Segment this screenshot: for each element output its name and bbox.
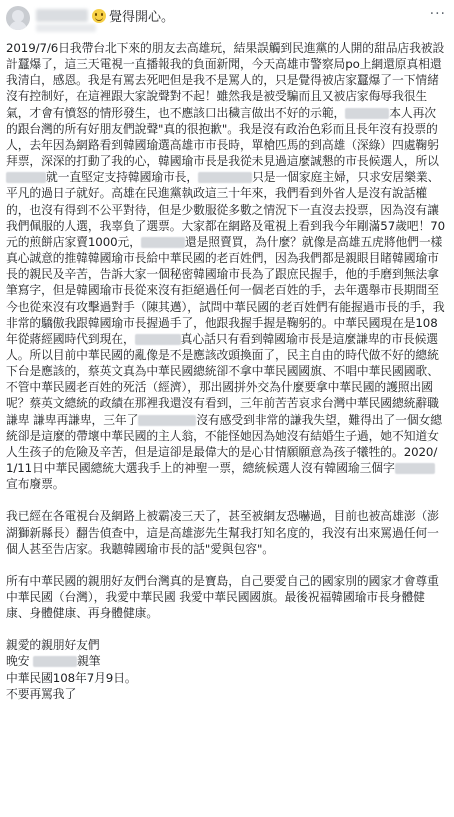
closing-greeting: 親愛的親朋好友們 — [6, 638, 100, 653]
text: 沒有感受到非常的謙我失望，難得出了一個女總統卻是這麼的帶壞中華民國的主人翁，不能怪她因為她沒有結婚生子過，她不知道女人生孩子的危險及辛苦，但是這卻是最偉大的是心甘情願願意為孩子犧牲的。2020/1/11日中華民國總統大選我手上的神聖一票，總統候選人沒有韓國瑜三個字 — [6, 412, 442, 476]
redaction — [33, 656, 77, 667]
text: 宣布廢票。 — [6, 477, 65, 492]
redaction — [135, 334, 181, 345]
text: 晚安 — [6, 654, 30, 669]
closing-plea: 不要再罵我了 — [6, 686, 77, 701]
paragraph-3: 所有中華民國的親朋好友們台灣真的是寶島，自己要愛自己的國家別的國家才會尊重中華民國（台灣），我愛中華民國 我愛中華民國國旗。最後祝福韓國瑜市長身體健康、身體健康、再身體健康。 — [6, 573, 439, 621]
text: 真心話只有看到韓國瑜市長是這麼謙卑的市長候選人。所以目前中華民國的亂像是不是應該改頭換面了，民主自由的時代做不好的總統下台是應該的，蔡英文真為中華民國總統卻不拿中華民國國旗、不唱中華民國國歌、不管中華民國老百姓的死活（經濟），那出國拼外交為什麼要拿中華民國的護照出國呢？蔡英文總統的政績在那裡我還沒有看到，三年前苦苦哀求台灣中華民國總統辭職 謙卑 謙卑再謙卑，三年了 — [6, 331, 439, 427]
post-body — [6, 40, 446, 702]
text: 親筆 — [77, 654, 101, 669]
redaction — [138, 415, 196, 426]
redaction — [198, 172, 252, 183]
text: 本人再次的跟台灣的所有好朋友們說聲"真的很抱歉"。我是沒有政治色彩而且長年沒有投票的人，去年因為網路看到韓國瑜選高雄市市長時，單槍匹馬的到高雄（深綠）四處鞠躬拜票，深深的打動了我的心，韓國瑜市長是我從未見過這麼誠懇的市長候選人，所以 — [6, 105, 439, 169]
redaction — [395, 463, 435, 474]
author-name-redacted[interactable] — [36, 9, 88, 22]
happy-emoji-icon — [92, 9, 106, 23]
redaction — [345, 108, 389, 119]
text: 就一直堅定支持韓國瑜市長， — [46, 170, 199, 185]
feeling-label: 覺得開心。 — [109, 10, 175, 25]
paragraph-1 — [6, 40, 446, 492]
post-header — [0, 0, 454, 36]
text: 還是照賣買，為什麼？就像是高雄五虎將他們一樣真心誠意的推韓韓國瑜市長給中華民國的老百姓們，因為我們都是親眼目睹韓國瑜市長的親民及辛苦，告訴大家一個秘密韓國瑜市長為了跟庶民握手，他的手磨到無法拿筆寫字，但是韓國瑜市長從來沒有拒絕過任何一個老百姓的手，去年選舉市長期間至今也從來沒有攻擊過對手（陳其邁），試問中華民國的老百姓們有能握過市長的手，我非常的驕傲我跟韓國瑜市長握過手了，他跟我握手握是鞠躬的。中華民國現在是108年從蔣經國時代到現在， — [6, 234, 445, 346]
redaction — [141, 237, 185, 248]
paragraph-2: 我已經在各電視台及網路上被霸凌三天了，甚至被網友恐嚇過，目前也被高雄澎（澎湖獅新縣長）翻告偵查中，這是高雄澎先生幫我打知名度的，我沒有出來罵過任何一個人甚至告店家。我聽韓國瑜市長的話"愛與包容"。 — [6, 509, 439, 556]
more-options-icon[interactable]: ··· — [429, 6, 446, 22]
closing-date: 中華民國108年7月9日。 — [6, 670, 137, 685]
closing-signature — [6, 653, 446, 669]
avatar[interactable] — [6, 6, 30, 30]
text: 只是一個家庭主婦，只求安居樂業、平凡的過日子就好。高雄在民進黨執政這三十年來，我們看到外省人是沒有說話權的，也沒有得到不公平對待，但是少數服從多數之情況下一直沒去投票，因為沒有讓我們佩服的人選，我辜負了選票。大家都在網路及電視上看到我今年剛滿57歲吧！70元的煎餅店家賣1000元， — [6, 170, 446, 249]
text: 2019/7/6日我帶台北下來的朋友去高雄玩，結果誤觸到民進黨的人開的甜品店我被設計蠶爆了，這三天電視一直播報我的負面新聞，今天高雄市警察局po上網還原真相還我清白，感恩。我是有罵去死吧但是我不是罵人的，只是覺得被店家蠶爆了一下情緒沒有控制好，在這裡跟大家說聲對不起！雖然我是被受騙而且又被店家侮辱我很生氣，才會有憤怒的情形發生，也不應該口出穢言做出不好的示範， — [6, 41, 445, 120]
feeling-status — [92, 6, 174, 25]
post-timestamp-redacted — [36, 24, 96, 32]
redaction — [6, 172, 46, 183]
